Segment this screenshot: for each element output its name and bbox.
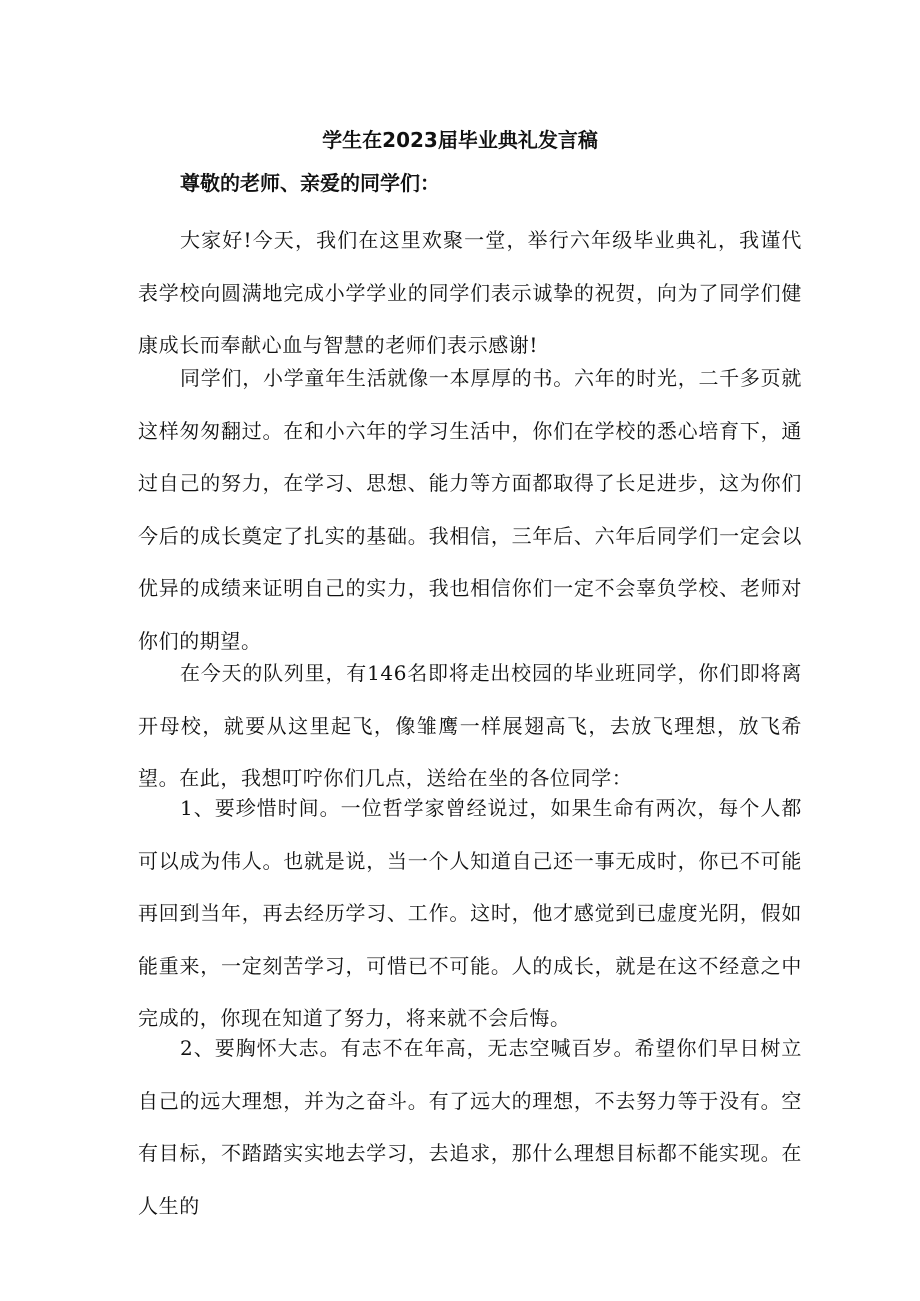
paragraph: 1、要珍惜时间。一位哲学家曾经说过，如果生命有两次，每个人都可以成为伟人。也就是说，当一个人知道自己还一事无成时，你已不可能再回到当年，再去经历学习、工作。这时，他才感觉到已虚度光阴，假如能重来，一定刻苦学习，可惜已不可能。人的成长，就是在这不经意之中完成的，你现在知道了努力，将来就不会后悔。 [138, 796, 802, 1031]
paragraph: 2、要胸怀大志。有志不在年高，无志空喊百岁。希望你们早日树立自己的远大理想，并为之奋斗。有了远大的理想，不去努力等于没有。空有目标，不踏踏实实地去学习，去追求，那什么理想目标都不能实现。在人生的 [138, 1036, 802, 1218]
salutation: 尊敬的老师、亲爱的同学们： [180, 171, 440, 195]
document-title: 学生在2023届毕业典礼发言稿 [322, 128, 598, 152]
paragraph: 同学们，小学童年生活就像一本厚厚的书。六年的时光，二千多页就这样匆匆翻过。在和小六年的学习生活中，你们在学校的悉心培育下，通过自己的努力，在学习、思想、能力等方面都取得了长足进步，这为你们今后的成长奠定了扎实的基础。我相信，三年后、六年后同学们一定会以优异的成绩来证明自己的实力，我也相信你们一定不会辜负学校、老师对你们的期望。 [138, 366, 802, 653]
paragraph: 在今天的队列里，有146名即将走出校园的毕业班同学，你们即将离开母校，就要从这里起飞，像雏鹰一样展翅高飞，去放飞理想，放飞希望。在此，我想叮咛你们几点，送给在坐的各位同学： [138, 661, 802, 791]
paragraph: 大家好!今天，我们在这里欢聚一堂，举行六年级毕业典礼，我谨代表学校向圆满地完成小学学业的同学们表示诚挚的祝贺，向为了同学们健康成长而奉献心血与智慧的老师们表示感谢! [138, 228, 802, 358]
